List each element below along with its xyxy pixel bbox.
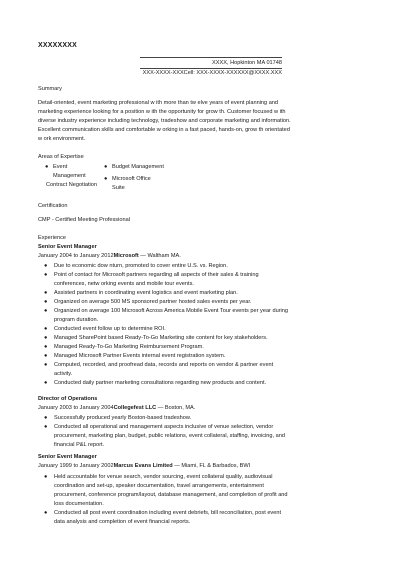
bullet-text: Conducted all post event coordination including event debriefs, bill reconciliation, post event	[54, 510, 281, 516]
job-meta	[38, 405, 195, 411]
bullet-text: procurement, marketing plan, budget, public relations, event collateral, staffing, invoicing, and	[54, 433, 285, 439]
list-item	[38, 379, 298, 388]
summary-text	[38, 99, 298, 144]
bullet-text: Held accountable for venue search, vendor sourcing, event collateral quality, audiovisual	[54, 474, 273, 480]
bullet-icon: ●	[44, 344, 48, 350]
skill-contract-negotiation: Contract Negotiation	[46, 182, 97, 188]
bullet-text: Managed Ready-To-Go Marketing Reimbursement Program.	[54, 344, 204, 350]
header-divider-middle	[140, 68, 282, 69]
job-location: — Waltham MA.	[138, 253, 181, 259]
skill-budget-management	[104, 163, 164, 172]
bullet-icon: ●	[44, 263, 48, 269]
list-item	[38, 271, 298, 289]
job-company: Marcus Evans Limited	[113, 463, 173, 469]
list-item	[38, 473, 298, 509]
job-dates: January 2004 to January 2012	[38, 253, 114, 259]
bullet-icon: ●	[44, 290, 48, 296]
job-location: — Boston, MA.	[156, 405, 196, 411]
experience-heading: Experience	[38, 235, 66, 241]
job-title: Director of Operations	[38, 396, 98, 402]
bullet-icon: ●	[44, 299, 48, 305]
list-item	[38, 307, 298, 325]
skill-text: Management	[53, 173, 86, 179]
bullet-icon: ●	[104, 164, 108, 170]
list-item	[38, 423, 298, 450]
skill-text: Suite	[112, 185, 125, 191]
job-bullets	[38, 414, 298, 450]
header-divider-top	[140, 57, 282, 58]
bullet-icon: ●	[44, 272, 48, 278]
certification-heading: Certification	[38, 203, 68, 209]
bullet-text: coordination and set-up, speaker documentation, travel arrangements, entertainment	[54, 483, 264, 489]
bullet-icon: ●	[44, 380, 48, 386]
bullet-text: procurement, conference program/layout, database management, and completion of profit and	[54, 492, 288, 498]
bullet-text: loss documentation.	[54, 501, 104, 507]
bullet-icon: ●	[44, 353, 48, 359]
skill-text: Event	[53, 164, 68, 170]
bullet-text: Assisted partners in coordinating event logistics and event marketing plan.	[54, 290, 238, 296]
candidate-name: XXXXXXXX	[38, 42, 77, 49]
summary-line: w ork environment.	[38, 136, 86, 142]
summary-line: Detail-oriented, event marketing professional w ith more than tw elve years of event planning and	[38, 100, 279, 106]
bullet-text: Organized on average 500 MS sponsored partner hosted sales events per year.	[54, 299, 252, 305]
bullet-text: Conducted event follow up to determine ROI.	[54, 326, 166, 332]
skill-text: Microsoft Office	[112, 176, 151, 182]
skill-microsoft-office	[104, 175, 151, 193]
summary-line: diverse industry experience including technology, tradeshow and corporate marketing and information.	[38, 118, 291, 124]
job-location: — Miami, FL & Barbados, BWI	[172, 463, 251, 469]
job-bullets	[38, 262, 298, 388]
list-item	[38, 298, 298, 307]
bullet-text: Conducted daily partner marketing consultations regarding new products and content.	[54, 380, 267, 386]
job-title: Senior Event Manager	[38, 454, 97, 460]
job-dates: January 1999 to January 2002	[38, 463, 114, 469]
bullet-text: Computed, recorded, and proofread data, records and reports on vendor & partner event	[54, 362, 274, 368]
bullet-icon: ●	[44, 326, 48, 332]
bullet-icon: ●	[104, 176, 108, 182]
summary-line: Excellent communication skills and comfortable w orking in a fast paced, hands-on, grow th orientated	[38, 127, 290, 133]
list-item	[38, 334, 298, 343]
bullet-icon: ●	[44, 424, 48, 430]
skill-text: Budget Management	[112, 164, 164, 170]
expertise-heading: Areas of Expertise	[38, 154, 84, 160]
list-item	[38, 289, 298, 298]
bullet-text: Organized on average 100 Microsoft Across America Mobile Event Tour events per year during	[54, 308, 289, 314]
list-item	[38, 361, 298, 379]
bullet-text: Successfully produced yearly Boston-based tradeshow.	[54, 415, 192, 421]
list-item	[38, 325, 298, 334]
bullet-icon: ●	[44, 362, 48, 368]
skill-event-management	[45, 163, 86, 181]
list-item	[38, 414, 298, 423]
job-meta	[38, 463, 250, 469]
bullet-icon: ●	[44, 474, 48, 480]
bullet-text: conferences, netw orking events and mobile tour events.	[54, 281, 194, 287]
summary-line: marketing experience looking for a position w ith the opportunity for grow th. Customer focused w ith	[38, 109, 286, 115]
job-title: Senior Event Manager	[38, 244, 97, 250]
contact-address: XXXX, Hopkinton MA 01748	[212, 60, 282, 66]
job-company: Microsoft	[113, 253, 139, 259]
bullet-icon: ●	[44, 335, 48, 341]
bullet-text: activity.	[54, 371, 73, 377]
certification-item: CMP - Certified Meeting Professional	[38, 217, 130, 223]
list-item	[38, 343, 298, 352]
list-item	[38, 352, 298, 361]
bullet-text: Due to economic dow nturn, promoted to cover entire U.S. vs. Region.	[54, 263, 228, 269]
list-item	[38, 509, 298, 527]
job-bullets	[38, 473, 298, 527]
bullet-text: Point of contact for Microsoft partners regarding all aspects of their sales & training	[54, 272, 259, 278]
bullet-icon: ●	[45, 164, 49, 170]
list-item	[38, 262, 298, 271]
summary-heading: Summary	[38, 86, 62, 92]
bullet-text: data analysis and completion of event financial reports.	[54, 519, 191, 525]
bullet-icon: ●	[44, 415, 48, 421]
bullet-text: Managed SharePoint based Ready-To-Go Marketing site content for key stakeholders.	[54, 335, 268, 341]
bullet-icon: ●	[44, 510, 48, 516]
contact-phones-email: XXX-XXXX-XXXCell: XXX-XXXX-XXXXXX@XXXX.XXX	[142, 70, 282, 76]
bullet-text: Managed Microsoft Partner Events internal event registration system.	[54, 353, 226, 359]
bullet-text: financial P&L report.	[54, 442, 105, 448]
bullet-icon: ●	[44, 308, 48, 314]
job-dates: January 2003 to January 2004	[38, 405, 114, 411]
bullet-text: Conducted all operational and management aspects inclusive of venue selection, vendor	[54, 424, 274, 430]
bullet-text: program duration.	[54, 317, 99, 323]
job-company: Collegefest LLC	[113, 405, 157, 411]
job-meta	[38, 253, 181, 259]
